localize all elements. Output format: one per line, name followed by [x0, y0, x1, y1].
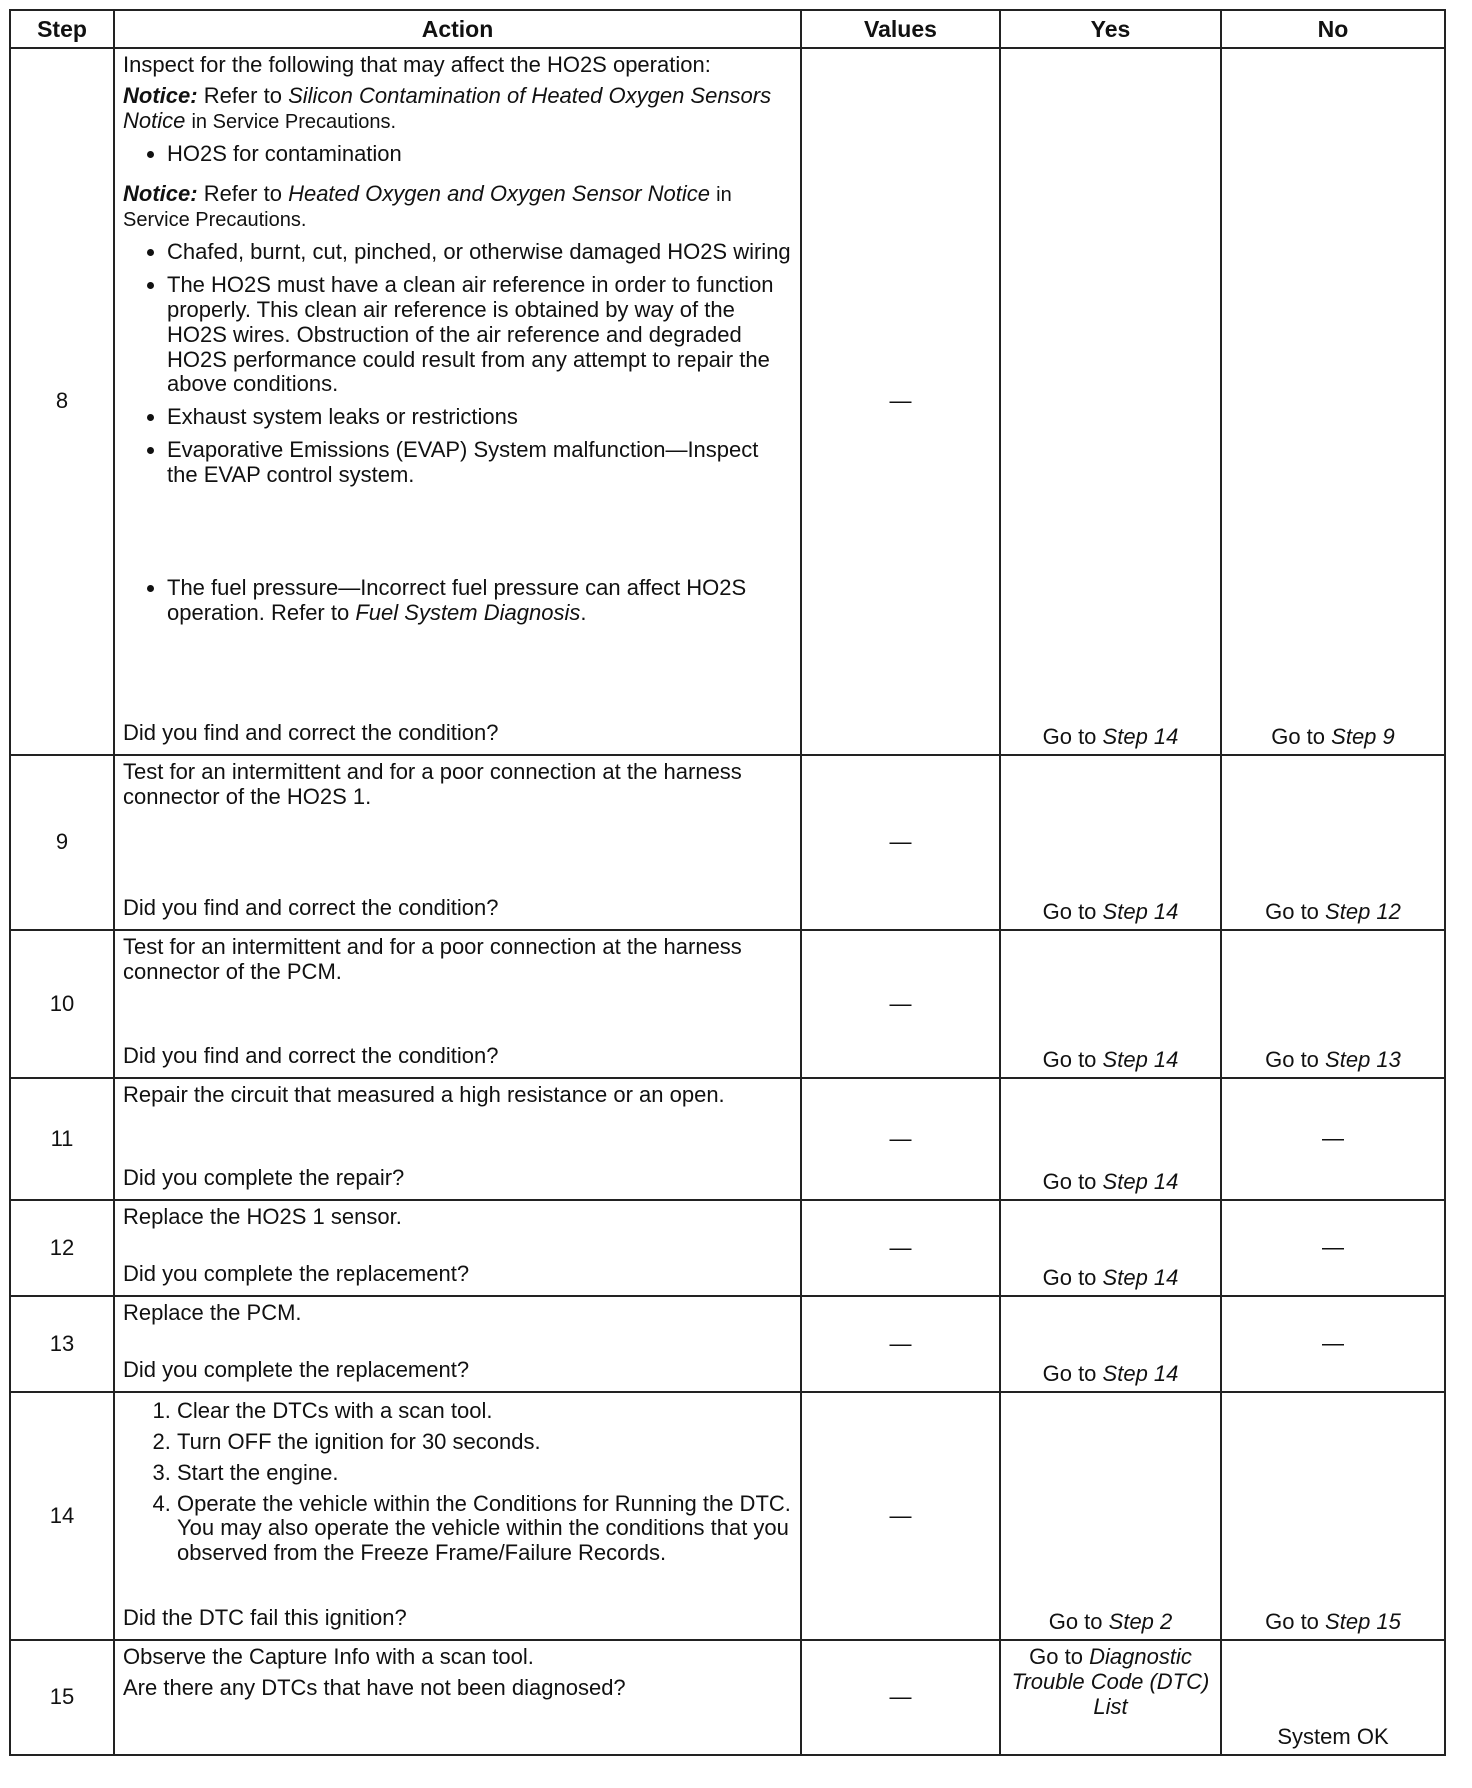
list-item: • The HO2S must have a clean air reference in order to function properly. This clean air reference is obtained by way of the HO2S wires. Obstruction of the air reference and degraded HO2S performance could result from any attempt to repair the above conditions. [167, 273, 792, 397]
no-cell [1221, 1640, 1445, 1755]
table-row [10, 755, 1445, 930]
question: Did you complete the replacement? [123, 1357, 470, 1383]
action-cell [114, 1296, 801, 1392]
numbered-list [123, 1399, 792, 1572]
action-cell [114, 48, 801, 755]
step-number: 13 [10, 1296, 114, 1392]
table-row [10, 1078, 1445, 1200]
bullet-list [123, 142, 792, 175]
question: Did you complete the repair? [123, 1165, 405, 1191]
no-result: System OK [1277, 1724, 1389, 1750]
action-cell [114, 1392, 801, 1640]
no-dash: — [1322, 1125, 1344, 1151]
list-item: 2. Turn OFF the ignition for 30 seconds. [177, 1430, 792, 1455]
action-text: Replace the PCM. [123, 1300, 302, 1325]
header-action: Action [114, 10, 801, 48]
list-item: • HO2S for contamination [167, 142, 792, 167]
action-cell [114, 755, 801, 930]
no-cell [1221, 1200, 1445, 1296]
action-cell [114, 1640, 801, 1755]
list-item: • Chafed, burnt, cut, pinched, or otherwise damaged HO2S wiring [167, 240, 792, 265]
yes-cell [1000, 1078, 1221, 1200]
yes-cell [1000, 1640, 1221, 1755]
yes-link[interactable]: Go to Step 14 [1042, 1169, 1179, 1195]
yes-link[interactable]: Go to Step 14 [1042, 899, 1179, 925]
question: Did you complete the replacement? [123, 1261, 470, 1287]
yes-cell [1000, 1296, 1221, 1392]
question: Did you find and correct the condition? [123, 895, 499, 921]
diagnostic-table [9, 9, 1446, 1756]
header-step: Step [10, 10, 114, 48]
no-cell [1221, 1078, 1445, 1200]
list-item: 1. Clear the DTCs with a scan tool. [177, 1399, 792, 1424]
notice: Notice: Refer to Heated Oxygen and Oxygen Sensor Notice in Service Precautions. [123, 181, 732, 232]
table-row [10, 1296, 1445, 1392]
values-cell: — [801, 48, 1000, 755]
yes-cell [1000, 930, 1221, 1078]
list-item: • Exhaust system leaks or restrictions [167, 405, 792, 430]
header-yes: Yes [1000, 10, 1221, 48]
no-cell [1221, 930, 1445, 1078]
question: Are there any DTCs that have not been diagnosed? [123, 1674, 626, 1700]
header-no: No [1221, 10, 1445, 48]
no-cell [1221, 1296, 1445, 1392]
values-cell: — [801, 1640, 1000, 1755]
no-link[interactable]: Go to Step 13 [1265, 1047, 1401, 1073]
yes-link[interactable]: Go to Step 14 [1042, 724, 1179, 750]
no-link[interactable]: Go to Step 9 [1271, 724, 1395, 750]
step-number: 8 [10, 48, 114, 755]
action-text: Test for an intermittent and for a poor connection at the harness connector of the PCM. [123, 934, 742, 984]
yes-cell [1000, 1392, 1221, 1640]
no-dash: — [1322, 1234, 1344, 1260]
action-cell [114, 1200, 801, 1296]
table-row [10, 1200, 1445, 1296]
values-cell: — [801, 755, 1000, 930]
list-item: 3. Start the engine. [177, 1461, 792, 1486]
action-text: Repair the circuit that measured a high resistance or an open. [123, 1082, 725, 1107]
step-number: 15 [10, 1640, 114, 1755]
action-cell [114, 1078, 801, 1200]
yes-link[interactable]: Go to Step 14 [1042, 1361, 1179, 1387]
yes-link[interactable]: Go to Step 2 [1048, 1609, 1173, 1635]
step-number: 14 [10, 1392, 114, 1640]
step-number: 12 [10, 1200, 114, 1296]
values-cell: — [801, 930, 1000, 1078]
no-link[interactable]: Go to Step 12 [1265, 899, 1401, 925]
action-cell [114, 930, 801, 1078]
no-cell [1221, 755, 1445, 930]
no-cell [1221, 1392, 1445, 1640]
yes-link[interactable]: Go to Step 14 [1042, 1265, 1179, 1291]
table-row [10, 1640, 1445, 1755]
no-cell [1221, 48, 1445, 755]
no-dash: — [1322, 1330, 1344, 1356]
yes-link[interactable]: Go to Diagnostic Trouble Code (DTC) List [1011, 1644, 1210, 1719]
yes-cell [1000, 755, 1221, 930]
notice: Notice: Refer to Silicon Contamination of Heated Oxygen Sensors Notice in Service Precautions. [123, 82, 772, 133]
values-cell: — [801, 1078, 1000, 1200]
table-row [10, 48, 1445, 755]
list-item: • Evaporative Emissions (EVAP) System malfunction—Inspect the EVAP control system. [167, 438, 792, 488]
question: Did you find and correct the condition? [123, 1043, 499, 1069]
step-number: 10 [10, 930, 114, 1078]
yes-cell [1000, 1200, 1221, 1296]
action-text: Replace the HO2S 1 sensor. [123, 1204, 402, 1229]
step-number: 11 [10, 1078, 114, 1200]
bullet-list [123, 240, 792, 496]
list-item: 4. Operate the vehicle within the Conditions for Running the DTC. You may also operate the vehicle within the conditions that you observed from the Freeze Frame/Failure Records. [177, 1492, 792, 1567]
list-item: • The fuel pressure—Incorrect fuel pressure can affect HO2S operation. Refer to Fuel System Diagnosis. [167, 576, 792, 626]
table-row [10, 1392, 1445, 1640]
question: Did the DTC fail this ignition? [123, 1605, 407, 1631]
action-text: Test for an intermittent and for a poor connection at the harness connector of the HO2S 1. [123, 759, 742, 809]
values-cell: — [801, 1200, 1000, 1296]
values-cell: — [801, 1392, 1000, 1640]
action-text: Inspect for the following that may affect the HO2S operation: [123, 52, 711, 77]
question: Did you find and correct the condition? [123, 720, 499, 746]
bullet-list [123, 576, 792, 634]
header-row [10, 10, 1445, 48]
yes-link[interactable]: Go to Step 14 [1042, 1047, 1179, 1073]
header-values: Values [801, 10, 1000, 48]
table-row [10, 930, 1445, 1078]
yes-cell [1000, 48, 1221, 755]
step-number: 9 [10, 755, 114, 930]
no-link[interactable]: Go to Step 15 [1265, 1609, 1401, 1635]
values-cell: — [801, 1296, 1000, 1392]
action-text: Observe the Capture Info with a scan tool. [123, 1644, 534, 1669]
